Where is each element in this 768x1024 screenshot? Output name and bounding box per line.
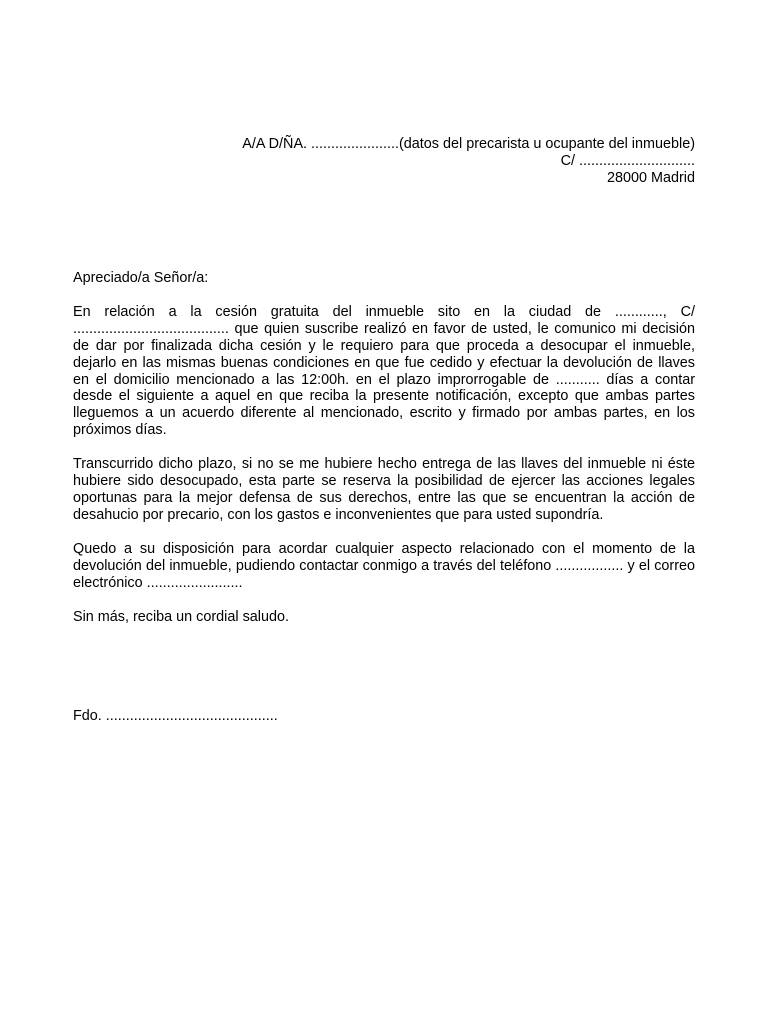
paragraph-contact: Quedo a su disposición para acordar cualquier aspecto relacionado con el momento de la devolución del inmueble, pudiendo contactar conmigo a través del teléfono ................. y el correo electrónico ........................ (73, 540, 695, 591)
letter-body (73, 270, 695, 642)
paragraph-consequences: Transcurrido dicho plazo, si no se me hubiere hecho entrega de las llaves del inmueble ni éste hubiere sido desocupado, esta parte se reserva la posibilidad de ejercer las acciones legales oportunas para la mejor defensa de sus derechos, entre las que se encuentran la acción de desahucio por precario, con los gastos e inconvenientes que para usted supondría. (73, 456, 695, 523)
paragraph-notice: En relación a la cesión gratuita del inmueble sito en la ciudad de ............, C/ ....................................... que quien suscribe realizó en favor de usted, le comunico mi decisión de dar por finalizada dicha cesión y le requiero para que proceda a desocupar el inmueble, dejarlo en las mismas buenas condiciones en que fue cedido y efectuar la devolución de llaves en el domicilio mencionado a las 12:00h. en el plazo improrrogable de ........... días a contar desde el siguiente a aquel en que reciba la presente notificación, excepto que ambas partes lleguemos a un acuerdo diferente al mencionado, escrito y firmado por ambas partes, en los próximos días. (73, 303, 695, 439)
recipient-address-block (73, 136, 695, 187)
recipient-name-line: A/A D/ÑA. ......................(datos del precarista u ocupante del inmueble) (242, 136, 695, 152)
salutation: Apreciado/a Señor/a: (73, 270, 209, 286)
closing-line: Sin más, reciba un cordial saludo. (73, 608, 289, 625)
recipient-city-line: 28000 Madrid (606, 169, 695, 186)
signature-line: Fdo. ........................................... (73, 708, 278, 724)
recipient-street-line: C/ ............................. (560, 152, 695, 169)
